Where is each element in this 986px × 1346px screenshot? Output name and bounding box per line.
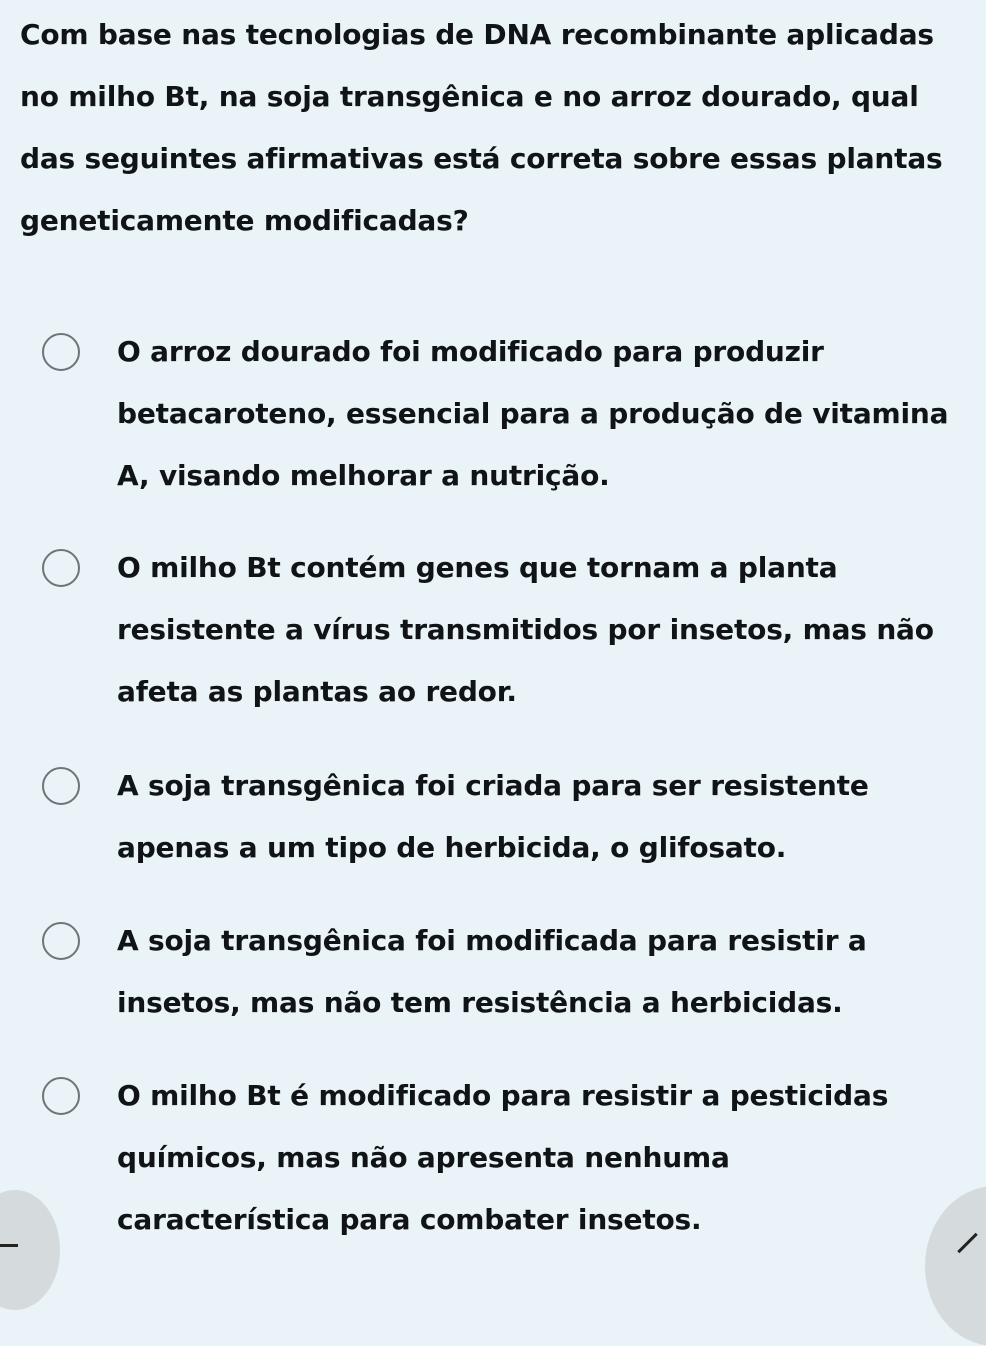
option-label: O milho Bt contém genes que tornam a planta resistente a vírus transmitidos por insetos, mas não afeta as plantas ao redor.	[117, 551, 934, 708]
option-label: O milho Bt é modificado para resistir a pesticidas químicos, mas não apresenta nenhuma característica para combater insetos.	[117, 1079, 889, 1236]
radio-button-icon[interactable]	[42, 922, 80, 960]
radio-button-icon[interactable]	[42, 767, 80, 805]
option-label: A soja transgênica foi criada para ser resistente apenas a um tipo de herbicida, o glifosato.	[117, 769, 869, 864]
option-label: O arroz dourado foi modificado para produzir betacaroteno, essencial para a produção de vitamina A, visando melhorar a nutrição.	[117, 335, 949, 492]
radio-button-icon[interactable]	[42, 549, 80, 587]
bottom-left-mark	[0, 1244, 18, 1247]
radio-button-icon[interactable]	[42, 333, 80, 371]
option-label: A soja transgênica foi modificada para resistir a insetos, mas não tem resistência a herbicidas.	[117, 924, 867, 1019]
question-text: Com base nas tecnologias de DNA recombinante aplicadas no milho Bt, na soja transgênica e no arroz dourado, qual das seguintes afirmativas está correta sobre essas plantas geneticamente modificadas?	[20, 18, 943, 237]
radio-button-icon[interactable]	[42, 1077, 80, 1115]
